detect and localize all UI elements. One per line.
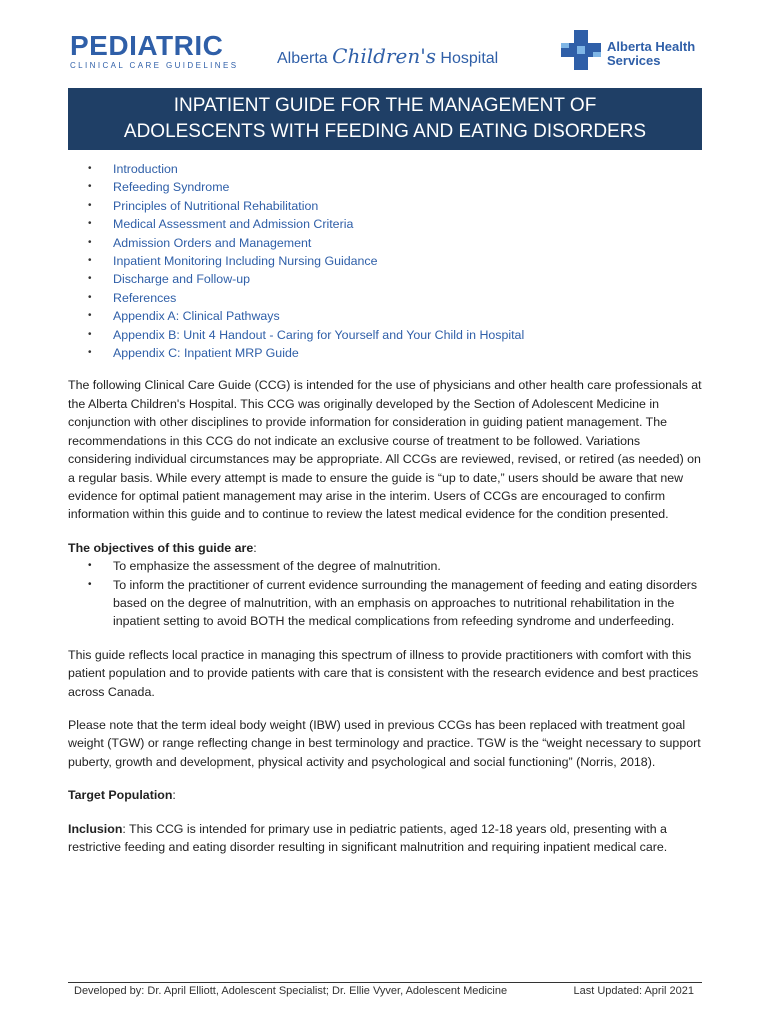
toc-link-admission-orders[interactable]: • Admission Orders and Management	[68, 234, 702, 252]
target-population-colon: :	[172, 788, 176, 803]
ach-logo-text-3: Hospital	[435, 50, 499, 67]
footer-last-updated: Last Updated: April 2021	[573, 985, 694, 997]
page-header	[0, 0, 770, 84]
target-population-heading	[68, 786, 702, 804]
document-body	[68, 160, 702, 871]
objective-item: • To inform the practitioner of current evidence surrounding the management of feeding and eating disorders based on the degree of malnutrition, with an emphasis on approaches to nutritional rehabilitation in the inpatient setting to avoid BOTH the medical complications from refeeding syndrome and underfeeding.	[68, 576, 702, 631]
ahs-logo-line2: Services	[607, 53, 661, 68]
toc-link-appendix-a[interactable]: • Appendix A: Clinical Pathways	[68, 307, 702, 325]
inclusion-paragraph	[68, 820, 702, 857]
inclusion-text: : This CCG is intended for primary use in pediatric patients, aged 12-18 years old, presenting with a restrictive feeding and eating disorder resulting in significant malnutrition and requiring inpatient medical care.	[68, 821, 668, 854]
objectives-heading	[68, 539, 702, 557]
alberta-childrens-hospital-logo	[277, 44, 498, 68]
toc-link-appendix-c[interactable]: • Appendix C: Inpatient MRP Guide	[68, 344, 702, 362]
toc-link-references[interactable]: • References	[68, 289, 702, 307]
objective-item: • To emphasize the assessment of the degree of malnutrition.	[68, 557, 702, 575]
toc-link-discharge[interactable]: • Discharge and Follow-up	[68, 270, 702, 288]
objectives-heading-colon: :	[253, 540, 257, 555]
document-title	[68, 88, 702, 150]
pediatric-ccg-logo	[70, 32, 238, 70]
toc-link-introduction[interactable]: • Introduction	[68, 160, 702, 178]
footer-authors: Developed by: Dr. April Elliott, Adolescent Specialist; Dr. Ellie Vyver, Adolescent Medicine	[74, 985, 508, 997]
toc-link-refeeding-syndrome[interactable]: • Refeeding Syndrome	[68, 178, 702, 196]
toc-link-appendix-b[interactable]: • Appendix B: Unit 4 Handout - Caring for Yourself and Your Child in Hospital	[68, 326, 702, 344]
ahs-logo-text	[607, 40, 695, 68]
pediatric-logo-subtext: CLINICAL CARE GUIDELINES	[70, 61, 239, 70]
ahs-cross-icon	[561, 30, 601, 70]
target-population-heading-text: Target Population	[68, 788, 173, 803]
toc-link-inpatient-monitoring[interactable]: • Inpatient Monitoring Including Nursing Guidance	[68, 252, 702, 270]
ahs-logo-line1: Alberta Health	[607, 39, 696, 54]
toc-link-nutritional-rehabilitation[interactable]: • Principles of Nutritional Rehabilitation	[68, 197, 702, 215]
tgw-note-paragraph: Please note that the term ideal body weight (IBW) used in previous CCGs has been replaced with treatment goal weight (TGW) or range reflecting change in best terminology and practice. TGW is the “weight necessary to support puberty, growth and development, physical activity and psychological and social functioning” (Norris, 2018).	[68, 717, 701, 769]
toc-link-medical-assessment[interactable]: • Medical Assessment and Admission Criteria	[68, 215, 702, 233]
objectives-list	[68, 557, 702, 631]
inclusion-label: Inclusion	[68, 821, 123, 836]
intro-paragraph: The following Clinical Care Guide (CCG) is intended for the use of physicians and other health care professionals at the Alberta Children's Hospital. This CCG was originally developed by the Section of Adolescent Medicine in conjunction with other disciplines to provide information for consideration in guiding patient management. The recommendations in this CCG do not indicate an exclusive course of treatment to be followed. Variations considering individual circumstances may be appropriate. All CCGs are reviewed, revised, or retired (as needed) on a regular basis. While every attempt is made to ensure the guide is “up to date,” users should be aware that new evidence for optimal patient management may arise in the interim. Users of CCGs are encouraged to confirm information within this guide and to continue to review the latest medical evidence for the condition presented.	[68, 378, 702, 522]
table-of-contents	[68, 160, 702, 362]
title-line-2: ADOLESCENTS WITH FEEDING AND EATING DISORDERS	[123, 121, 647, 142]
page-footer	[68, 982, 702, 997]
local-practice-paragraph: This guide reflects local practice in managing this spectrum of illness to provide practitioners with comfort with this patient population and to provide patients with care that is consistent with the research evidence and best practices across Canada.	[68, 647, 699, 699]
ach-logo-text-1: Alberta	[277, 50, 333, 67]
ach-logo-text-2: Children's	[332, 44, 436, 68]
pediatric-logo-text: PEDIATRIC	[70, 30, 224, 61]
title-line-1: INPATIENT GUIDE FOR THE MANAGEMENT OF	[173, 95, 597, 116]
objectives-heading-text: The objectives of this guide are	[68, 540, 254, 555]
